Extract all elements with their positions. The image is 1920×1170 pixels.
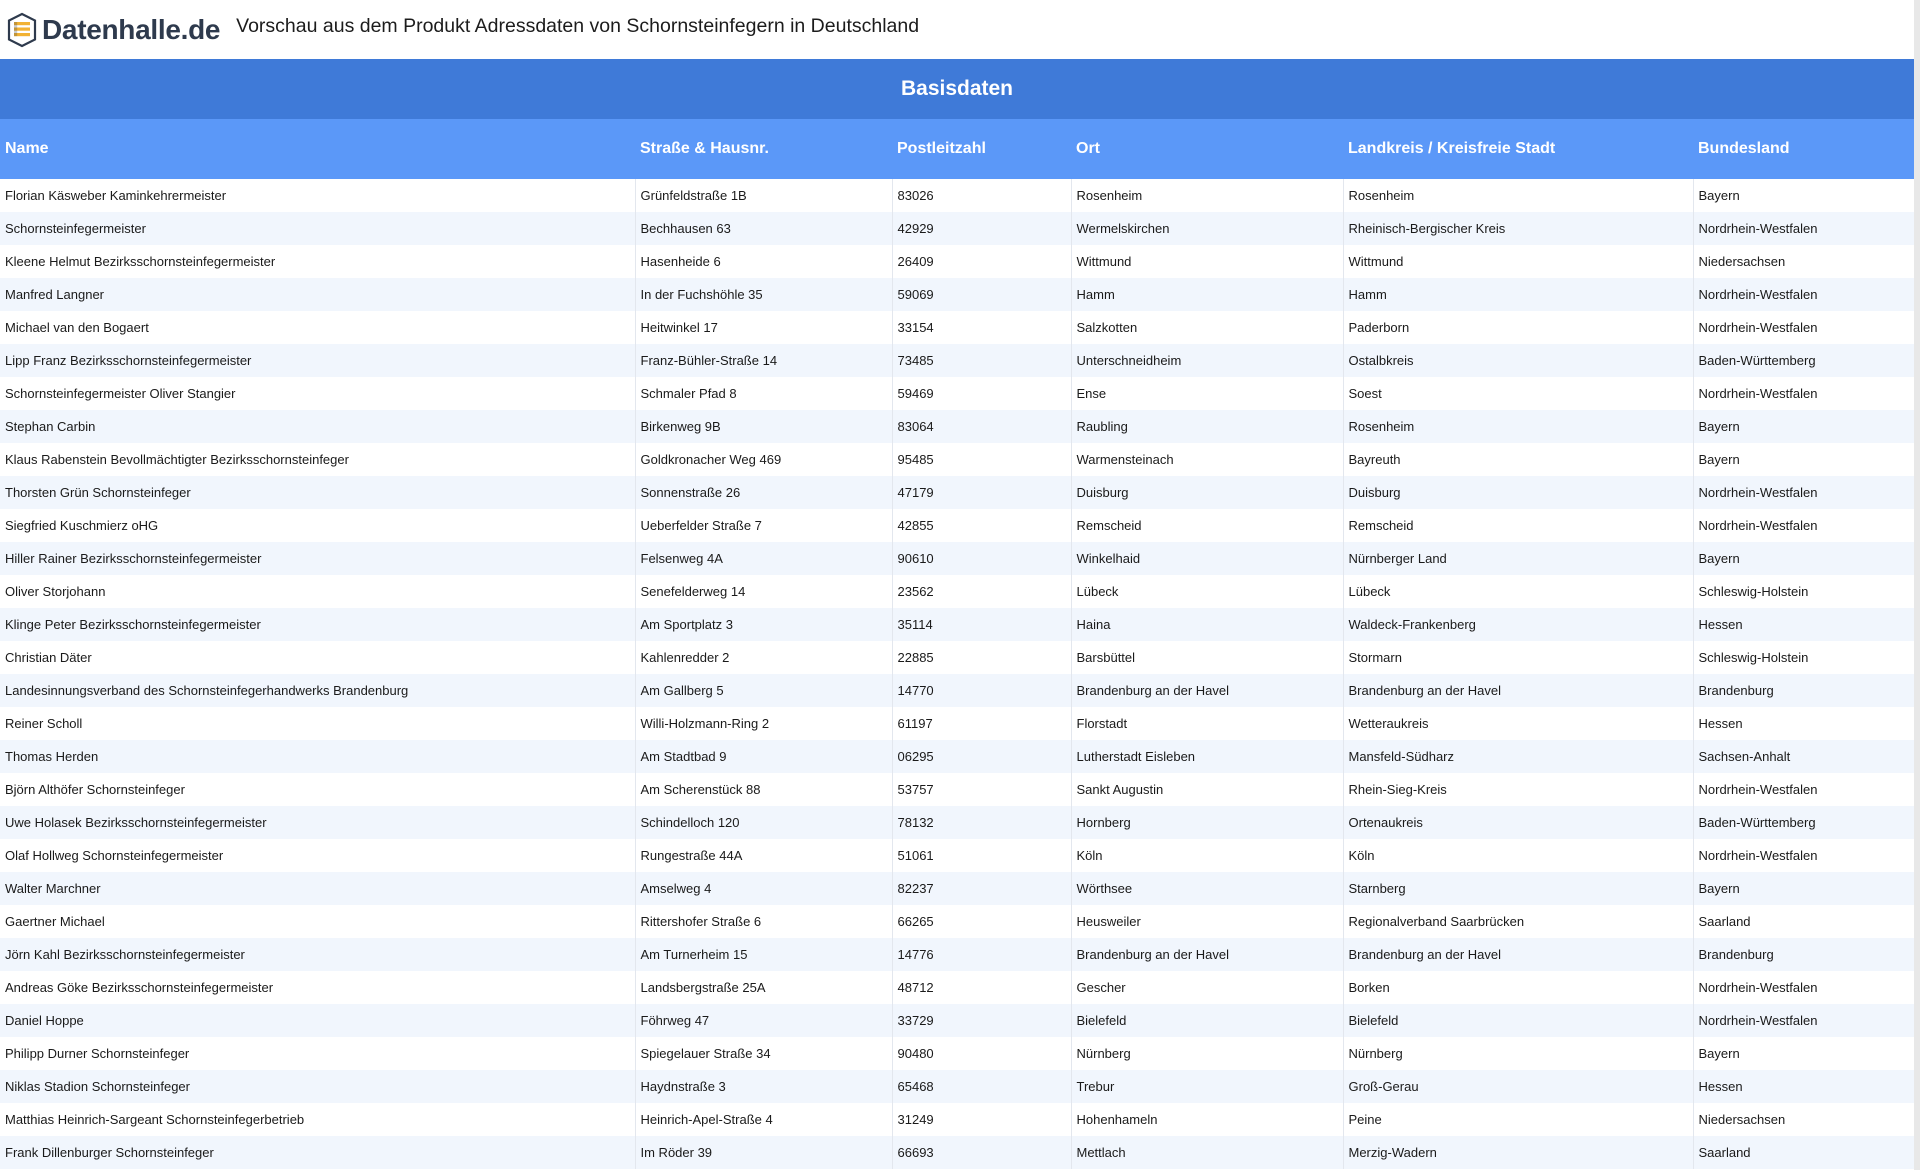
cell-postal-code: 48712 <box>892 971 1071 1004</box>
header-column-city[interactable]: Ort <box>1076 140 1100 157</box>
cell-street: Am Stadtbad 9 <box>635 740 892 773</box>
table-row <box>0 1103 1914 1136</box>
cell-state: Niedersachsen <box>1698 1112 1786 1127</box>
cell-street: In der Fuchshöhle 35 <box>635 278 892 311</box>
cell-state: Hessen <box>1698 716 1743 731</box>
cell-city: Florstadt <box>1071 707 1343 740</box>
table-row <box>0 410 1914 443</box>
cell-street: Grünfeldstraße 1B <box>635 179 892 212</box>
cell-district: Soest <box>1343 377 1693 410</box>
cell-city: Salzkotten <box>1071 311 1343 344</box>
cell-street: Hasenheide 6 <box>635 245 892 278</box>
cell-city: Wermelskirchen <box>1071 212 1343 245</box>
table-row <box>0 1136 1914 1169</box>
cell-postal-code: 23562 <box>892 575 1071 608</box>
cell-name: Klaus Rabenstein Bevollmächtigter Bezirksschornsteinfeger <box>0 443 635 476</box>
cell-city: Warmensteinach <box>1071 443 1343 476</box>
cell-name: Jörn Kahl Bezirksschornsteinfegermeister <box>0 938 635 971</box>
cell-district: Rosenheim <box>1343 410 1693 443</box>
cell-district: Starnberg <box>1343 872 1693 905</box>
cell-district: Hamm <box>1343 278 1693 311</box>
header-column-district[interactable]: Landkreis / Kreisfreie Stadt <box>1348 140 1556 157</box>
cell-name: Daniel Hoppe <box>0 1004 635 1037</box>
cell-district: Stormarn <box>1343 641 1693 674</box>
cell-city: Nürnberg <box>1071 1037 1343 1070</box>
cell-name: Philipp Durner Schornsteinfeger <box>0 1037 635 1070</box>
cell-city: Sankt Augustin <box>1071 773 1343 806</box>
cell-state: Nordrhein-Westfalen <box>1698 485 1818 500</box>
cell-postal-code: 33154 <box>892 311 1071 344</box>
cell-postal-code: 78132 <box>892 806 1071 839</box>
cell-district: Rheinisch-Bergischer Kreis <box>1343 212 1693 245</box>
cell-state: Saarland <box>1698 1145 1751 1160</box>
cell-postal-code: 61197 <box>892 707 1071 740</box>
table-row <box>0 938 1914 971</box>
cell-district: Mansfeld-Südharz <box>1343 740 1693 773</box>
cell-postal-code: 90610 <box>892 542 1071 575</box>
section-title: Basisdaten <box>0 59 1914 119</box>
cell-city: Mettlach <box>1071 1136 1343 1169</box>
cell-state: Sachsen-Anhalt <box>1698 749 1791 764</box>
cell-state: Baden-Württemberg <box>1698 815 1816 830</box>
cell-name: Schornsteinfegermeister Oliver Stangier <box>0 377 635 410</box>
cell-name: Landesinnungsverband des Schornsteinfegerhandwerks Brandenburg <box>0 674 635 707</box>
cell-street: Heinrich-Apel-Straße 4 <box>635 1103 892 1136</box>
cell-postal-code: 83026 <box>892 179 1071 212</box>
cell-name: Lipp Franz Bezirksschornsteinfegermeister <box>0 344 635 377</box>
cell-postal-code: 66265 <box>892 905 1071 938</box>
cell-street: Rungestraße 44A <box>635 839 892 872</box>
cell-street: Am Turnerheim 15 <box>635 938 892 971</box>
cell-district: Duisburg <box>1343 476 1693 509</box>
cell-postal-code: 06295 <box>892 740 1071 773</box>
cell-city: Wittmund <box>1071 245 1343 278</box>
cell-state: Nordrhein-Westfalen <box>1698 518 1818 533</box>
cell-state: Nordrhein-Westfalen <box>1698 1013 1818 1028</box>
cell-city: Brandenburg an der Havel <box>1071 938 1343 971</box>
cell-postal-code: 14770 <box>892 674 1071 707</box>
cell-street: Landsbergstraße 25A <box>635 971 892 1004</box>
table-row <box>0 476 1914 509</box>
cell-city: Hohenhameln <box>1071 1103 1343 1136</box>
cell-postal-code: 95485 <box>892 443 1071 476</box>
cell-name: Stephan Carbin <box>0 410 635 443</box>
header-column-postal-code[interactable]: Postleitzahl <box>897 140 986 157</box>
cell-district: Peine <box>1343 1103 1693 1136</box>
cell-postal-code: 22885 <box>892 641 1071 674</box>
cell-postal-code: 90480 <box>892 1037 1071 1070</box>
cell-street: Schindelloch 120 <box>635 806 892 839</box>
cell-postal-code: 73485 <box>892 344 1071 377</box>
table-row <box>0 179 1914 212</box>
cell-street: Spiegelauer Straße 34 <box>635 1037 892 1070</box>
cell-state: Bayern <box>1698 188 1740 203</box>
cell-street: Am Gallberg 5 <box>635 674 892 707</box>
cell-district: Merzig-Wadern <box>1343 1136 1693 1169</box>
cell-state: Nordrhein-Westfalen <box>1698 848 1818 863</box>
cell-name: Florian Käsweber Kaminkehrermeister <box>0 179 635 212</box>
cell-name: Matthias Heinrich-Sargeant Schornsteinfegerbetrieb <box>0 1103 635 1136</box>
cell-state: Nordrhein-Westfalen <box>1698 287 1818 302</box>
cell-district: Lübeck <box>1343 575 1693 608</box>
cell-name: Gaertner Michael <box>0 905 635 938</box>
table-row <box>0 278 1914 311</box>
cell-state: Hessen <box>1698 1079 1743 1094</box>
datenhalle-logo-icon <box>6 12 38 48</box>
cell-state: Brandenburg <box>1698 683 1774 698</box>
page-title: Vorschau aus dem Produkt Adressdaten von Schornsteinfegern in Deutschland <box>236 15 920 37</box>
cell-name: Hiller Rainer Bezirksschornsteinfegermeister <box>0 542 635 575</box>
brand-name: Datenhalle.de <box>42 13 221 45</box>
cell-city: Wörthsee <box>1071 872 1343 905</box>
table-row <box>0 773 1914 806</box>
cell-city: Barsbüttel <box>1071 641 1343 674</box>
cell-name: Christian Däter <box>0 641 635 674</box>
cell-postal-code: 42855 <box>892 509 1071 542</box>
data-table <box>0 119 1914 1169</box>
cell-district: Nürnberger Land <box>1343 542 1693 575</box>
cell-state: Schleswig-Holstein <box>1698 584 1809 599</box>
cell-postal-code: 26409 <box>892 245 1071 278</box>
cell-state: Nordrhein-Westfalen <box>1698 980 1818 995</box>
cell-city: Lübeck <box>1071 575 1343 608</box>
cell-city: Bielefeld <box>1071 1004 1343 1037</box>
table-row <box>0 245 1914 278</box>
cell-city: Lutherstadt Eisleben <box>1071 740 1343 773</box>
cell-district: Groß-Gerau <box>1343 1070 1693 1103</box>
cell-district: Rosenheim <box>1343 179 1693 212</box>
cell-city: Raubling <box>1071 410 1343 443</box>
table-row <box>0 1070 1914 1103</box>
cell-name: Schornsteinfegermeister <box>0 212 635 245</box>
cell-street: Goldkronacher Weg 469 <box>635 443 892 476</box>
table-row <box>0 707 1914 740</box>
cell-district: Waldeck-Frankenberg <box>1343 608 1693 641</box>
cell-state: Niedersachsen <box>1698 254 1786 269</box>
cell-street: Rittershofer Straße 6 <box>635 905 892 938</box>
table-row <box>0 377 1914 410</box>
cell-name: Thorsten Grün Schornsteinfeger <box>0 476 635 509</box>
header-column-name[interactable]: Name <box>5 140 49 157</box>
cell-district: Brandenburg an der Havel <box>1343 674 1693 707</box>
cell-street: Haydnstraße 3 <box>635 1070 892 1103</box>
cell-district: Remscheid <box>1343 509 1693 542</box>
cell-state: Bayern <box>1698 881 1740 896</box>
cell-name: Thomas Herden <box>0 740 635 773</box>
cell-city: Haina <box>1071 608 1343 641</box>
cell-street: Felsenweg 4A <box>635 542 892 575</box>
cell-postal-code: 59069 <box>892 278 1071 311</box>
cell-street: Am Sportplatz 3 <box>635 608 892 641</box>
cell-street: Birkenweg 9B <box>635 410 892 443</box>
cell-city: Heusweiler <box>1071 905 1343 938</box>
cell-street: Senefelderweg 14 <box>635 575 892 608</box>
cell-street: Franz-Bühler-Straße 14 <box>635 344 892 377</box>
table-row <box>0 443 1914 476</box>
cell-city: Hamm <box>1071 278 1343 311</box>
cell-name: Niklas Stadion Schornsteinfeger <box>0 1070 635 1103</box>
cell-postal-code: 65468 <box>892 1070 1071 1103</box>
cell-state: Brandenburg <box>1698 947 1774 962</box>
cell-city: Trebur <box>1071 1070 1343 1103</box>
table-row <box>0 839 1914 872</box>
header-column-state[interactable]: Bundesland <box>1698 140 1790 157</box>
cell-state: Bayern <box>1698 419 1740 434</box>
cell-city: Duisburg <box>1071 476 1343 509</box>
cell-district: Wittmund <box>1343 245 1693 278</box>
cell-name: Michael van den Bogaert <box>0 311 635 344</box>
table-row <box>0 872 1914 905</box>
table-row <box>0 542 1914 575</box>
cell-district: Bielefeld <box>1343 1004 1693 1037</box>
cell-state: Nordrhein-Westfalen <box>1698 320 1818 335</box>
cell-street: Am Scherenstück 88 <box>635 773 892 806</box>
cell-city: Rosenheim <box>1071 179 1343 212</box>
top-bar <box>0 0 1920 59</box>
header-column-street[interactable]: Straße & Hausnr. <box>640 140 769 157</box>
cell-district: Ostalbkreis <box>1343 344 1693 377</box>
cell-postal-code: 66693 <box>892 1136 1071 1169</box>
table-row <box>0 905 1914 938</box>
scrollbar[interactable] <box>1914 0 1920 1170</box>
cell-postal-code: 31249 <box>892 1103 1071 1136</box>
cell-state: Saarland <box>1698 914 1751 929</box>
cell-district: Rhein-Sieg-Kreis <box>1343 773 1693 806</box>
cell-street: Heitwinkel 17 <box>635 311 892 344</box>
cell-name: Andreas Göke Bezirksschornsteinfegermeister <box>0 971 635 1004</box>
cell-postal-code: 33729 <box>892 1004 1071 1037</box>
table-row <box>0 344 1914 377</box>
cell-district: Brandenburg an der Havel <box>1343 938 1693 971</box>
cell-postal-code: 83064 <box>892 410 1071 443</box>
table-row <box>0 509 1914 542</box>
table-row <box>0 806 1914 839</box>
cell-name: Klinge Peter Bezirksschornsteinfegermeister <box>0 608 635 641</box>
cell-street: Kahlenredder 2 <box>635 641 892 674</box>
cell-street: Ueberfelder Straße 7 <box>635 509 892 542</box>
cell-state: Baden-Württemberg <box>1698 353 1816 368</box>
cell-street: Föhrweg 47 <box>635 1004 892 1037</box>
cell-street: Willi-Holzmann-Ring 2 <box>635 707 892 740</box>
cell-name: Björn Althöfer Schornsteinfeger <box>0 773 635 806</box>
cell-name: Kleene Helmut Bezirksschornsteinfegermeister <box>0 245 635 278</box>
cell-state: Hessen <box>1698 617 1743 632</box>
cell-city: Hornberg <box>1071 806 1343 839</box>
cell-postal-code: 14776 <box>892 938 1071 971</box>
cell-state: Nordrhein-Westfalen <box>1698 386 1818 401</box>
cell-district: Wetteraukreis <box>1343 707 1693 740</box>
cell-name: Oliver Storjohann <box>0 575 635 608</box>
table-header-row <box>0 119 1914 179</box>
table-row <box>0 674 1914 707</box>
cell-postal-code: 35114 <box>892 608 1071 641</box>
table-row <box>0 311 1914 344</box>
cell-district: Regionalverband Saarbrücken <box>1343 905 1693 938</box>
cell-name: Reiner Scholl <box>0 707 635 740</box>
table-row <box>0 608 1914 641</box>
cell-city: Ense <box>1071 377 1343 410</box>
cell-district: Borken <box>1343 971 1693 1004</box>
cell-city: Remscheid <box>1071 509 1343 542</box>
cell-name: Olaf Hollweg Schornsteinfegermeister <box>0 839 635 872</box>
cell-city: Brandenburg an der Havel <box>1071 674 1343 707</box>
cell-city: Winkelhaid <box>1071 542 1343 575</box>
cell-city: Unterschneidheim <box>1071 344 1343 377</box>
table-row <box>0 1004 1914 1037</box>
cell-postal-code: 42929 <box>892 212 1071 245</box>
cell-state: Schleswig-Holstein <box>1698 650 1809 665</box>
cell-name: Walter Marchner <box>0 872 635 905</box>
table-row <box>0 740 1914 773</box>
cell-postal-code: 53757 <box>892 773 1071 806</box>
table-row <box>0 1037 1914 1070</box>
cell-city: Köln <box>1071 839 1343 872</box>
cell-state: Bayern <box>1698 1046 1740 1061</box>
cell-state: Nordrhein-Westfalen <box>1698 782 1818 797</box>
cell-name: Frank Dillenburger Schornsteinfeger <box>0 1136 635 1169</box>
cell-district: Paderborn <box>1343 311 1693 344</box>
cell-postal-code: 51061 <box>892 839 1071 872</box>
cell-postal-code: 59469 <box>892 377 1071 410</box>
cell-postal-code: 82237 <box>892 872 1071 905</box>
table-row <box>0 641 1914 674</box>
cell-state: Bayern <box>1698 551 1740 566</box>
cell-name: Uwe Holasek Bezirksschornsteinfegermeister <box>0 806 635 839</box>
cell-postal-code: 47179 <box>892 476 1071 509</box>
cell-state: Nordrhein-Westfalen <box>1698 221 1818 236</box>
cell-street: Schmaler Pfad 8 <box>635 377 892 410</box>
cell-district: Ortenaukreis <box>1343 806 1693 839</box>
cell-name: Manfred Langner <box>0 278 635 311</box>
cell-state: Bayern <box>1698 452 1740 467</box>
table-body <box>0 179 1914 1169</box>
brand-logo[interactable] <box>6 9 220 51</box>
cell-name: Siegfried Kuschmierz oHG <box>0 509 635 542</box>
cell-city: Gescher <box>1071 971 1343 1004</box>
cell-street: Sonnenstraße 26 <box>635 476 892 509</box>
table-row <box>0 575 1914 608</box>
cell-district: Bayreuth <box>1343 443 1693 476</box>
cell-district: Nürnberg <box>1343 1037 1693 1070</box>
cell-district: Köln <box>1343 839 1693 872</box>
table-row <box>0 212 1914 245</box>
cell-street: Im Röder 39 <box>635 1136 892 1169</box>
cell-street: Amselweg 4 <box>635 872 892 905</box>
table-row <box>0 971 1914 1004</box>
cell-street: Bechhausen 63 <box>635 212 892 245</box>
